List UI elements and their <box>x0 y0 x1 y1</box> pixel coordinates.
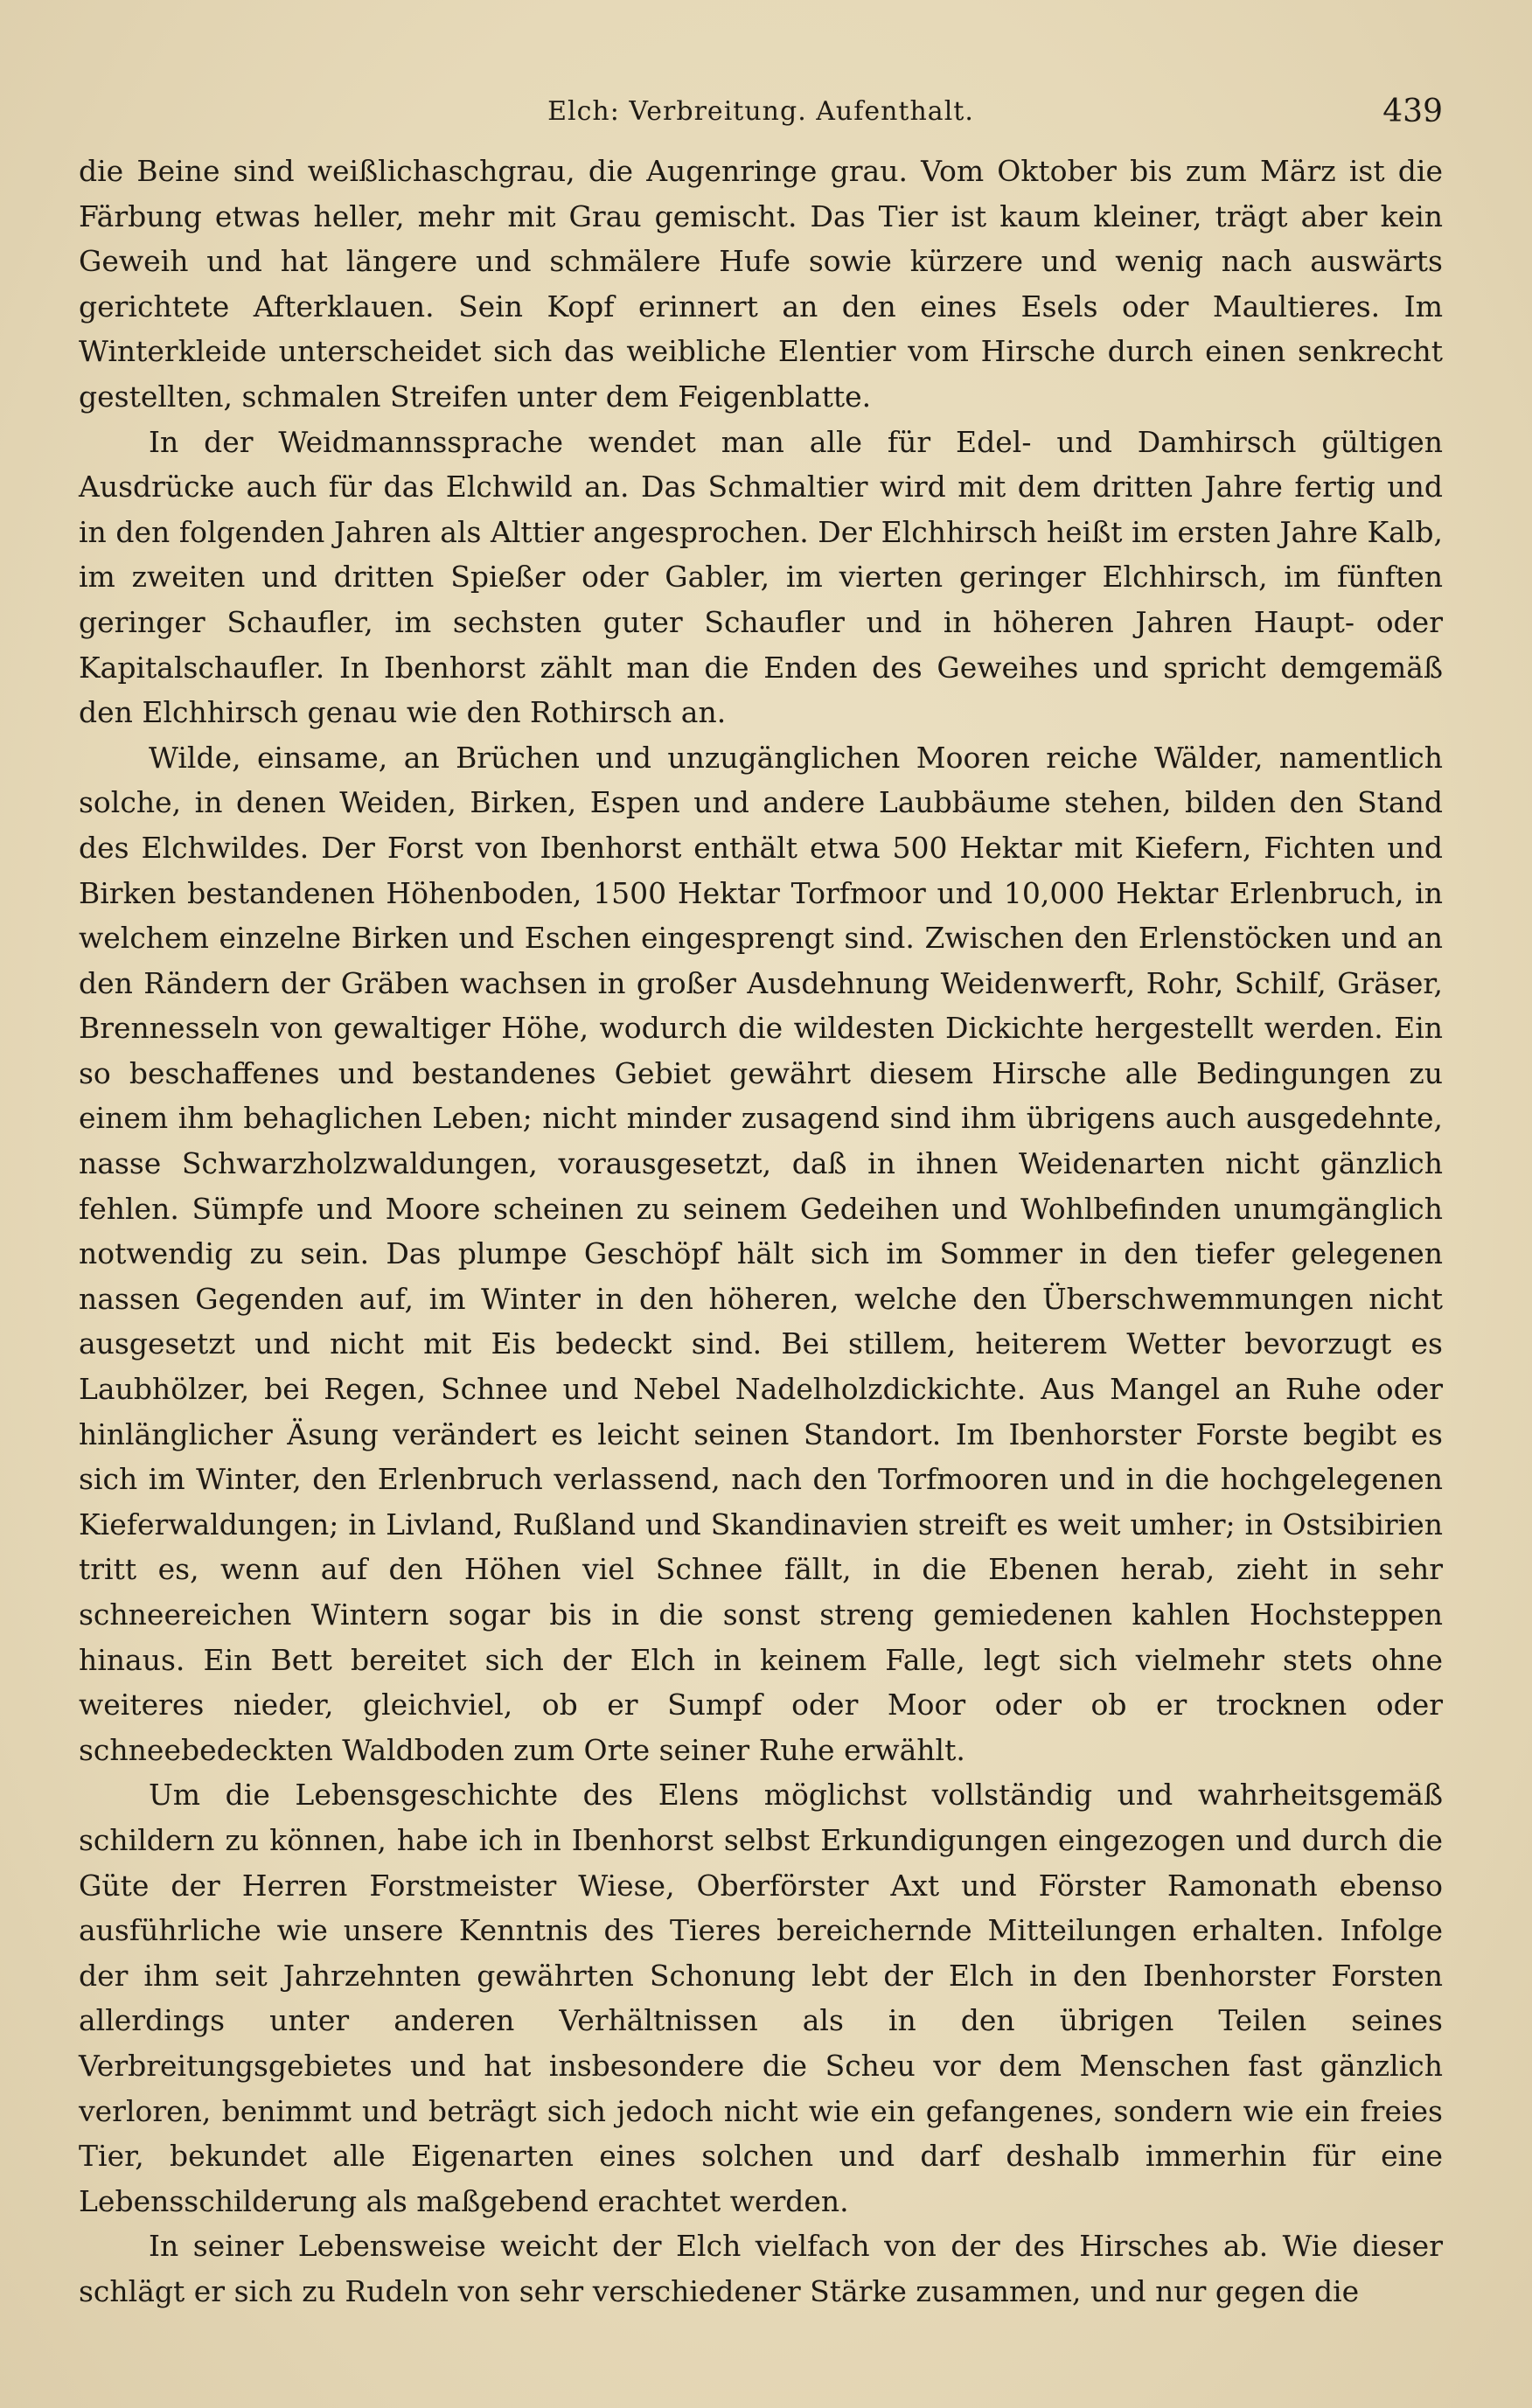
paragraph: Wilde, einsame, an Brüchen und unzugänglichen Mooren reiche Wälder, namentlich solche, in denen Weiden, Birken, Espen und andere Laubbäume stehen, bilden den Stand des Elchwildes. Der Forst von Ibenhorst enthält etwa 500 Hektar mit Kiefern, Fichten und Birken bestandenen Höhenboden, 1500 Hektar Torfmoor und 10,000 Hektar Erlenbruch, in welchem einzelne Birken und Eschen eingesprengt sind. Zwischen den Erlenstöcken und an den Rändern der Gräben wachsen in großer Ausdehnung Weidenwerft, Rohr, Schilf, Gräser, Brennesseln von gewaltiger Höhe, wodurch die wildesten Dickichte hergestellt werden. Ein so beschaffenes und bestandenes Gebiet gewährt diesem Hirsche alle Bedingungen zu einem ihm behaglichen Leben; nicht minder zusagend sind ihm übrigens auch ausgedehnte, nasse Schwarzholzwaldungen, vorausgesetzt, daß in ihnen Weidenarten nicht gänzlich fehlen. Sümpfe und Moore scheinen zu seinem Gedeihen und Wohlbefinden unumgänglich notwendig zu sein. Das plumpe Geschöpf hält sich im Sommer in den tiefer gelegenen nassen Gegenden auf, im Winter in den höheren, welche den Überschwemmungen nicht ausgesetzt und nicht mit Eis bedeckt sind. Bei stillem, heiterem Wetter bevorzugt es Laubhölzer, bei Regen, Schnee und Nebel Nadelholzdickichte. Aus Mangel an Ruhe oder hinlänglicher Äsung verändert es leicht seinen Standort. Im Ibenhorster Forste begibt es sich im Winter, den Erlenbruch verlassend, nach den Torfmooren und in die hochgelegenen Kieferwaldungen; in Livland, Rußland und Skandinavien streift es weit umher; in Ostsibirien tritt es, wenn auf den Höhen viel Schnee fällt, in die Ebenen herab, zieht in sehr schneereichen Wintern sogar bis in die sonst streng gemiedenen kahlen Hochsteppen hinaus. Ein Bett bereitet sich der Elch in keinem Falle, legt sich vielmehr stets ohne weiteres nieder, gleichviel, ob er Sumpf oder Moor oder ob er trocknen oder schneebedeckten Waldboden zum Orte seiner Ruhe erwählt. <box>79 740 1443 1767</box>
page-header <box>79 87 1443 136</box>
paragraph: In der Weidmannssprache wendet man alle für Edel- und Damhirsch gültigen Ausdrücke auch für das Elchwild an. Das Schmaltier wird mit dem dritten Jahre fertig und in den folgenden Jahren als Alttier angesprochen. Der Elchhirsch heißt im ersten Jahre Kalb, im zweiten und dritten Spießer oder Gabler, im vierten geringer Elchhirsch, im fünften geringer Schaufler, im sechsten guter Schaufler und in höheren Jahren Haupt- oder Kapitalschaufler. In Ibenhorst zählt man die Enden des Geweihes und spricht demgemäß den Elchhirsch genau wie den Rothirsch an. <box>79 424 1443 730</box>
paragraph: die Beine sind weißlichaschgrau, die Augenringe grau. Vom Oktober bis zum März ist die Färbung etwas heller, mehr mit Grau gemischt. Das Tier ist kaum kleiner, trägt aber kein Geweih und hat längere und schmälere Hufe sowie kürzere und wenig nach auswärts gerichtete Afterklauen. Sein Kopf erinnert an den eines Esels oder Maultieres. Im Winterkleide unterscheidet sich das weibliche Elentier vom Hirsche durch einen senkrecht gestellten, schmalen Streifen unter dem Feigenblatte. <box>79 154 1443 414</box>
paragraph: In seiner Lebensweise weicht der Elch vielfach von der des Hirsches ab. Wie dieser schlägt er sich zu Rudeln von sehr verschiedener Stärke zusammen, und nur gegen die <box>79 2229 1443 2308</box>
page-number: 439 <box>1382 94 1443 129</box>
running-title: Elch: Verbreitung. Aufenthalt. <box>547 96 974 127</box>
paragraph: Um die Lebensgeschichte des Elens möglichst vollständig und wahrheitsgemäß schildern zu können, habe ich in Ibenhorst selbst Erkundigungen eingezogen und durch die Güte der Herren Forstmeister Wiese, Oberförster Axt und Förster Ramonath ebenso ausführliche wie unsere Kenntnis des Tieres bereichernde Mitteilungen erhalten. Infolge der ihm seit Jahrzehnten gewährten Schonung lebt der Elch in den Ibenhorster Forsten allerdings unter anderen Verhältnissen als in den übrigen Teilen seines Verbreitungsgebietes und hat insbesondere die Scheu vor dem Menschen fast gänzlich verloren, benimmt und beträgt sich jedoch nicht wie ein gefangenes, sondern wie ein freies Tier, bekundet alle Eigenarten eines solchen und darf deshalb immerhin für eine Lebensschilderung als maßgebend erachtet werden. <box>79 1778 1443 2218</box>
body-text <box>79 149 1443 2314</box>
